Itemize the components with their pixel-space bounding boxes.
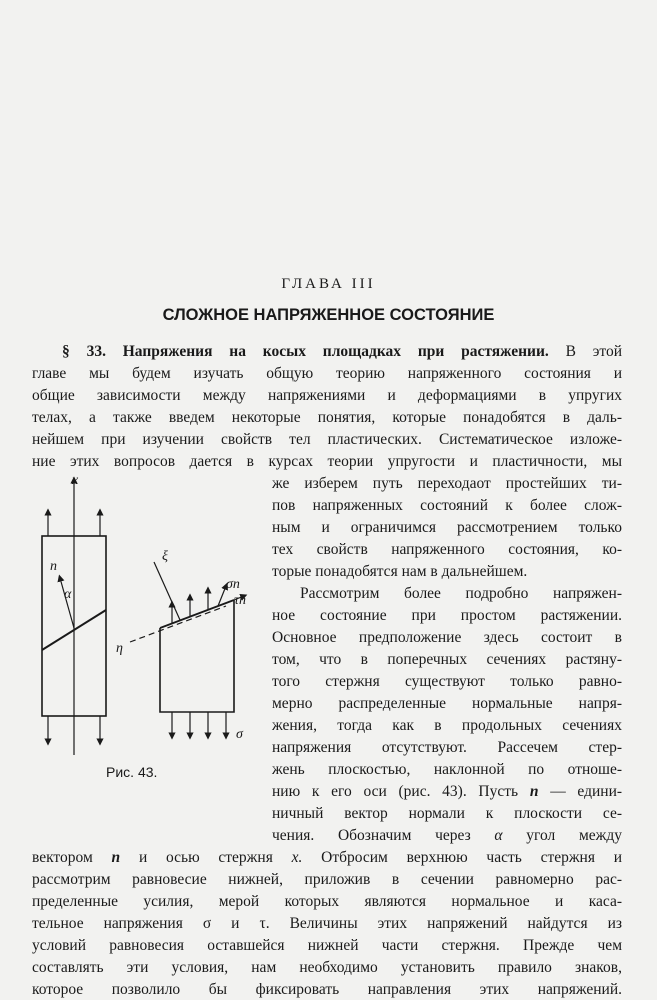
text-line: торые понадобятся нам в дальнейшем. bbox=[272, 563, 528, 580]
xi-axis bbox=[154, 562, 180, 620]
normal-vector-n bbox=[60, 578, 74, 628]
text-line: тельное напряжения σ и τ. Величины этих напряжений найдутся из bbox=[32, 915, 622, 932]
section-line-1-rest: В этой bbox=[565, 343, 622, 360]
text-fragment: и осью стержня bbox=[138, 849, 273, 866]
text-line: напряжения отсутствуют. Рассечем стер- bbox=[272, 739, 622, 756]
text-line: ничный вектор нормали к плоскости се- bbox=[272, 805, 622, 822]
figure-43 bbox=[30, 470, 260, 755]
section-number: § 33. bbox=[62, 343, 106, 360]
text-fragment: Отбросим верхнюю часть стержня и bbox=[321, 849, 623, 866]
text-line bbox=[272, 782, 622, 802]
symbol-n: n bbox=[111, 849, 121, 866]
text-line: тех свойств напряженного состояния, ко- bbox=[272, 541, 622, 558]
text-line: составлять эти условия, нам необходимо установить правило знаков, bbox=[32, 959, 622, 976]
text-line bbox=[32, 848, 622, 868]
text-fragment: чения. Обозначим через bbox=[272, 827, 471, 844]
chapter-title: СЛОЖНОЕ НАПРЯЖЕННОЕ СОСТОЯНИЕ bbox=[162, 306, 495, 324]
text-fragment: угол между bbox=[526, 827, 622, 844]
text-line: том, что в поперечных сечениях растяну- bbox=[272, 651, 622, 668]
text-line: мерно распределенные нормальные напря- bbox=[272, 695, 622, 712]
text-line: Рассмотрим более подробно напряжен- bbox=[300, 585, 622, 602]
symbol-x: x. bbox=[291, 849, 303, 866]
text-line: общие зависимости между напряжениями и деформациями в упругих bbox=[32, 387, 622, 404]
label-sigma: σ bbox=[236, 727, 243, 742]
text-line: пов напряженных состояний к более слож- bbox=[272, 497, 622, 514]
text-line: главе мы будем изучать общую теорию напряженного состояния и bbox=[32, 365, 622, 382]
label-sigma-n: σn bbox=[226, 577, 240, 592]
cut-section-line bbox=[160, 600, 234, 628]
text-fragment: нию к его оси (рис. 43). Пусть bbox=[272, 783, 519, 800]
text-line: жень плоскостью, наклонной по отноше- bbox=[272, 761, 622, 778]
label-tau-n: τn bbox=[234, 593, 247, 608]
label-eta: η bbox=[116, 641, 123, 656]
text-line: которое позволило бы фиксировать направления этих напряжений. bbox=[32, 981, 622, 998]
text-line: Основное предположение здесь состоит в bbox=[272, 629, 622, 646]
text-line bbox=[272, 826, 622, 846]
symbol-n: n bbox=[529, 783, 539, 800]
text-line: пределенные усилия, мерой которых являются нормальное и каса- bbox=[32, 893, 622, 910]
text-line: жения, тогда как в продольных сечениях bbox=[272, 717, 622, 734]
section-heading: Напряжения на косых площадках при растяжении. bbox=[122, 343, 549, 360]
eta-axis bbox=[130, 606, 226, 642]
label-alpha: α bbox=[64, 587, 72, 602]
figure-caption: Рис. 43. bbox=[106, 764, 158, 780]
symbol-alpha: α bbox=[494, 827, 503, 844]
label-x: x bbox=[72, 473, 79, 488]
label-xi: ξ bbox=[162, 549, 168, 564]
chapter-heading: ГЛАВА III bbox=[281, 276, 376, 292]
text-line: рассмотрим равновесие нижней, приложив в сечении равномерно рас- bbox=[32, 871, 622, 888]
text-line: ное состояние при простом растяжении. bbox=[272, 607, 622, 624]
text-line: нейшем при изучении свойств тел пластических. Систематическое изложе- bbox=[32, 431, 622, 448]
label-n: n bbox=[50, 559, 57, 574]
section-heading-line bbox=[62, 342, 622, 362]
text-line: же изберем путь переходаот простейших ти- bbox=[272, 475, 622, 492]
text-fragment: вектором bbox=[32, 849, 93, 866]
text-fragment: — едини- bbox=[550, 783, 623, 800]
text-line: того стержня существуют только равно- bbox=[272, 673, 622, 690]
text-line: условий равновесия оставшейся нижней части стержня. Прежде чем bbox=[32, 937, 622, 954]
text-line: ным и ограничимся рассмотрением только bbox=[272, 519, 622, 536]
text-line: телах, а также введем некоторые понятия, которые понадобятся в даль- bbox=[32, 409, 622, 426]
text-line: ние этих вопросов дается в курсах теории упругости и пластичности, мы bbox=[32, 453, 622, 470]
